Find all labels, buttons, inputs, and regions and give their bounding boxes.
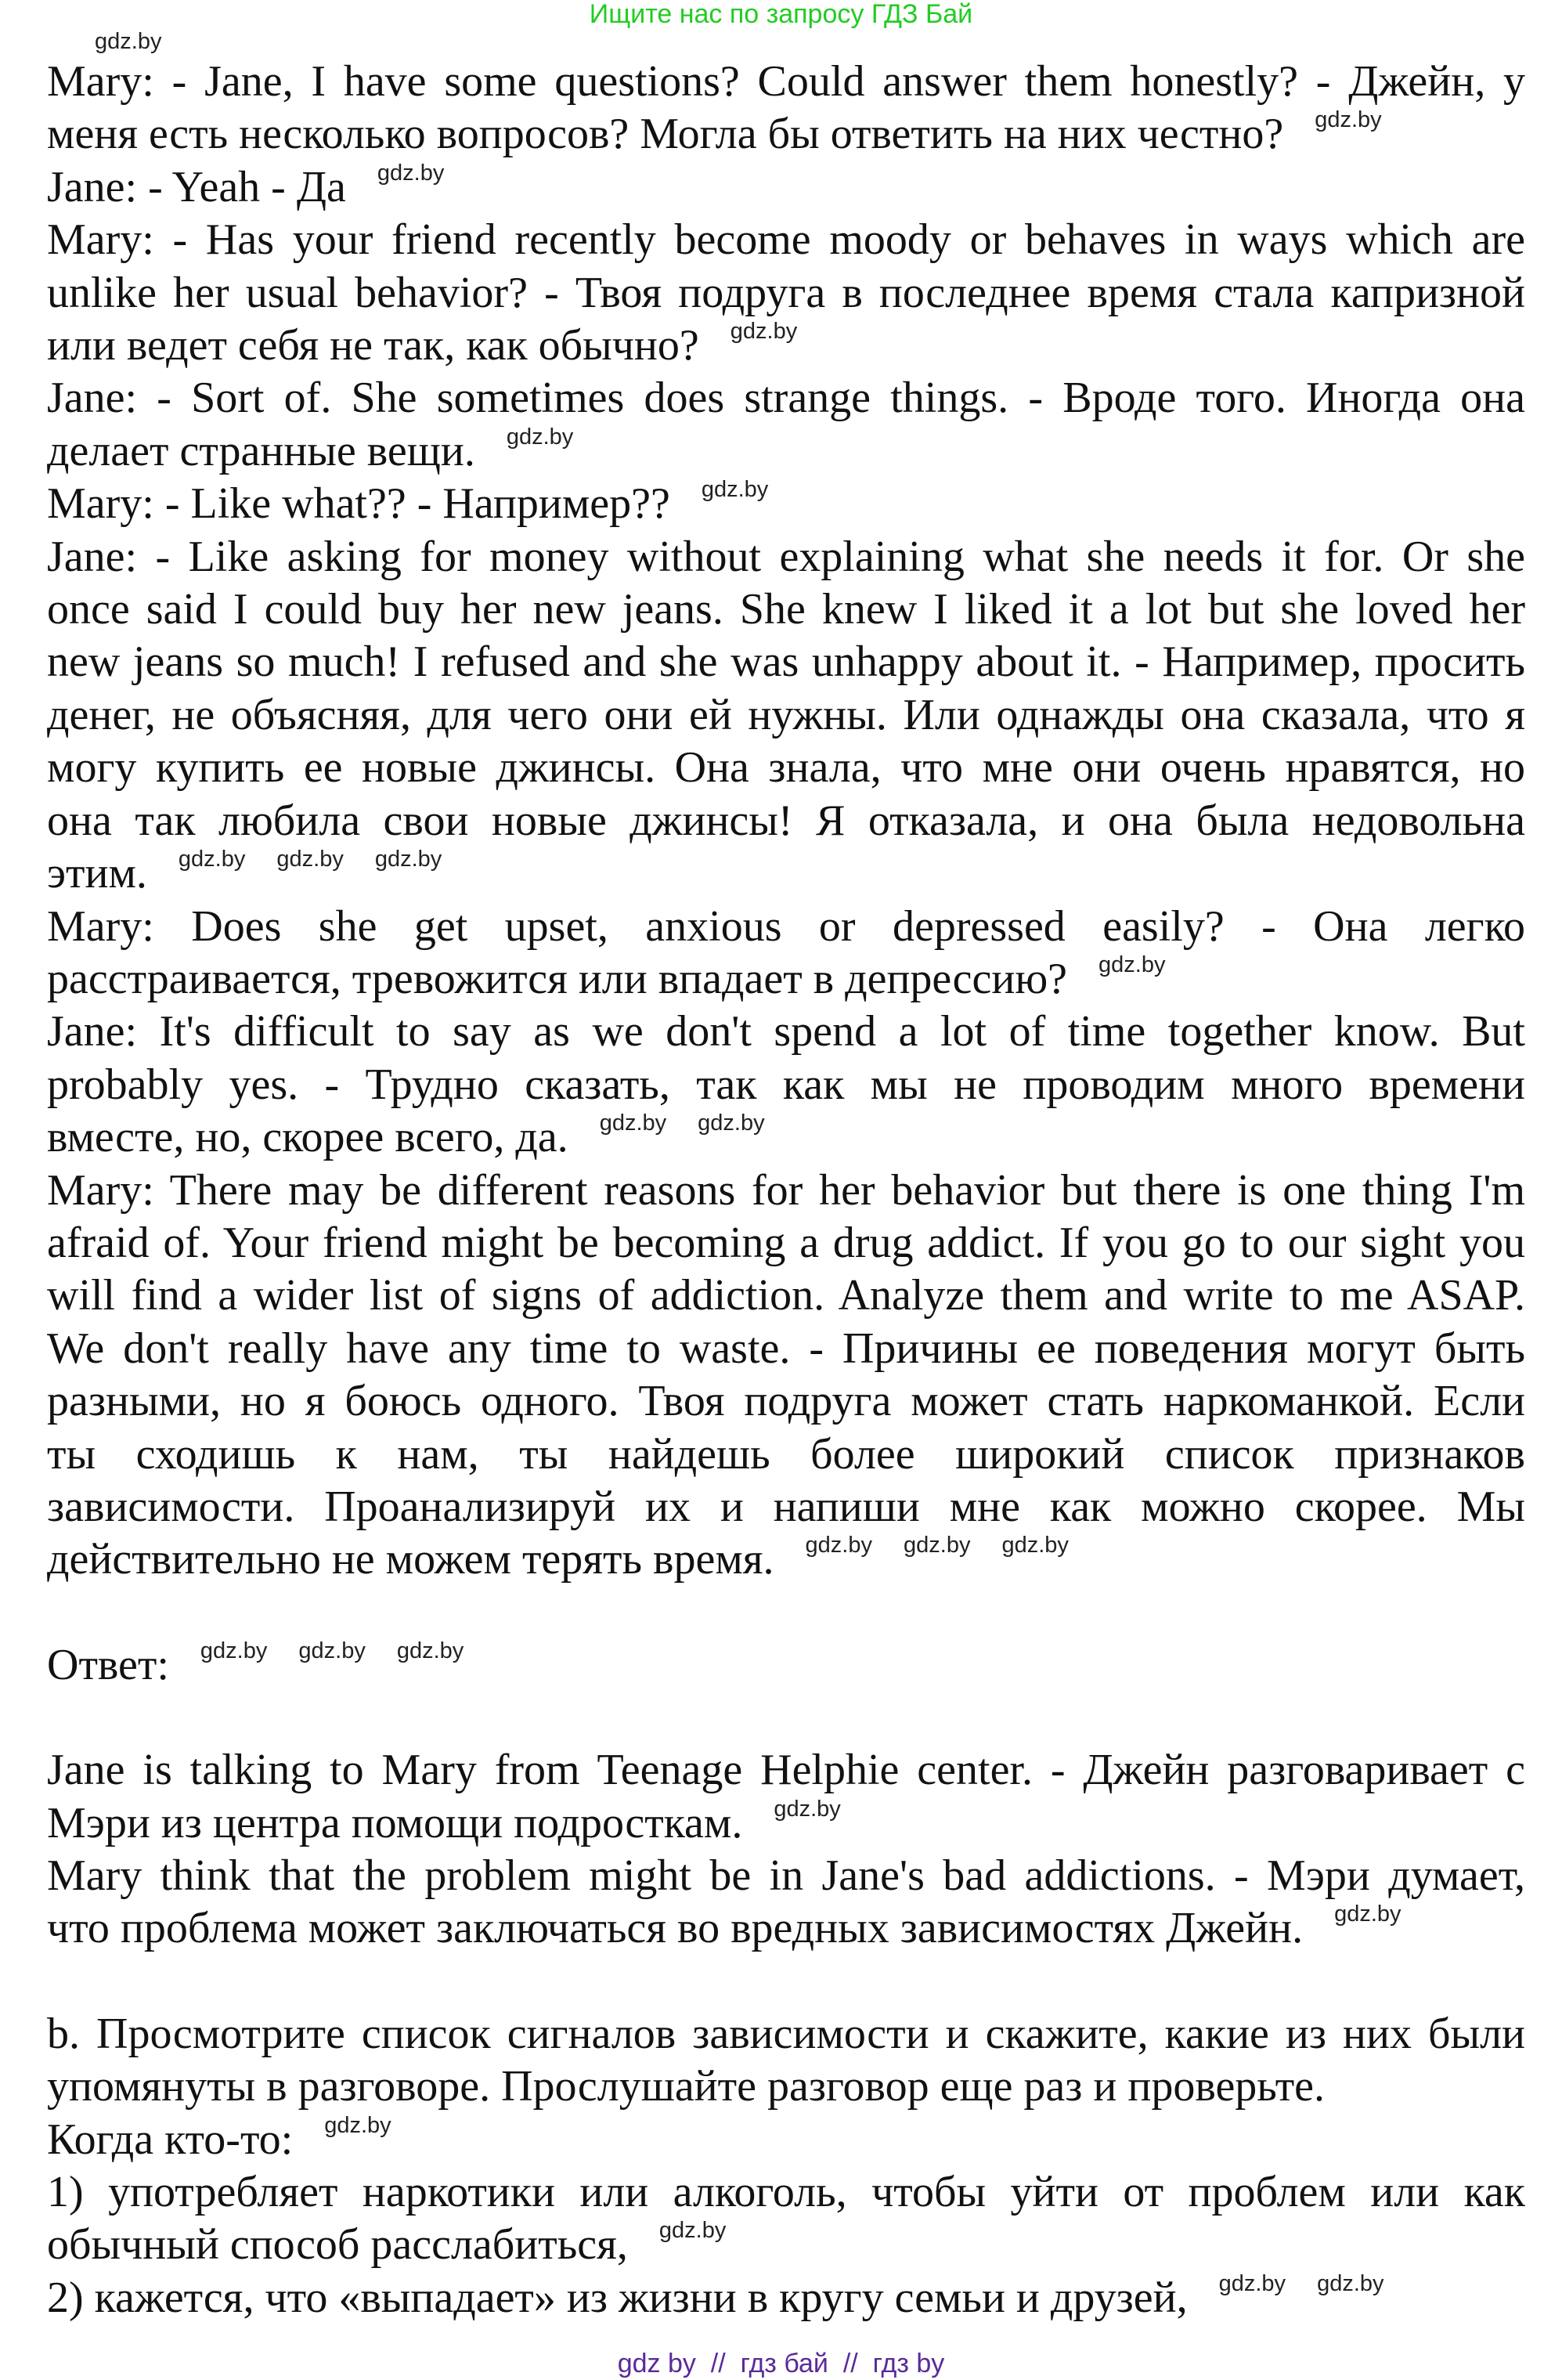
spacer	[47, 1956, 1525, 2008]
text-line	[47, 214, 1525, 266]
watermark: gdz.by	[658, 2218, 727, 2244]
text-line	[47, 901, 1525, 953]
watermark: gdz.by	[701, 477, 769, 503]
text-line	[47, 2114, 1525, 2166]
line-text: она так любила свои новые джинсы! Я отказала, и она была недовольна	[47, 796, 1525, 845]
text-line	[47, 372, 1525, 424]
spacer	[47, 1692, 1525, 1744]
line-text: Jane: - Yeah - Да	[47, 162, 346, 211]
watermark: gdz.by	[805, 1533, 872, 1558]
text-line	[47, 2272, 1525, 2324]
watermark: gdz.by	[200, 1638, 268, 1663]
watermark: gdz.by	[1315, 107, 1382, 133]
text-line	[47, 1217, 1525, 1269]
line-text: We don't really have any time to waste. - Причины ее поведения могут быть	[47, 1324, 1525, 1373]
line-text: 1) употребляет наркотики или алкоголь, чтобы уйти от проблем или как	[47, 2168, 1525, 2217]
line-text: Mary: Does she get upset, anxious or depressed easily? - Она легко	[47, 901, 1525, 951]
watermark: gdz.by	[374, 847, 442, 872]
line-text: Jane is talking to Mary from Teenage Helphie center. - Джейн разговаривает с	[47, 1746, 1525, 1795]
text-line	[47, 953, 1525, 1006]
line-text: ты сходишь к нам, ты найдешь более широкий список признаков	[47, 1429, 1525, 1479]
answer-text	[47, 1744, 1525, 1956]
text-line	[47, 1165, 1525, 1217]
line-text: могу купить ее новые джинсы. Она знала, что мне они очень нравятся, но	[47, 743, 1525, 793]
line-text: делает странные вещи.	[47, 426, 475, 475]
line-text: Mary think that the problem might be in Jane's bad addictions. - Мэри думает,	[47, 1851, 1525, 1900]
line-text: обычный способ расслабиться,	[47, 2220, 628, 2270]
text-line	[47, 320, 1525, 372]
text-line	[47, 2219, 1525, 2271]
watermark: gdz.by	[1334, 1901, 1401, 1927]
text-line	[47, 1323, 1525, 1375]
watermark: gdz.by	[506, 424, 574, 450]
text-line	[47, 531, 1525, 583]
document-body	[47, 56, 1525, 2324]
text-line	[47, 478, 1525, 530]
watermark: gdz.by	[1218, 2270, 1286, 2296]
answer-label: Ответ:	[47, 1640, 169, 1689]
text-line	[47, 1902, 1525, 1955]
text-line	[47, 108, 1525, 161]
watermark: gdz.by	[1001, 1533, 1069, 1558]
spacer	[47, 1587, 1525, 1639]
answer-label-line	[47, 1639, 1525, 1692]
line-text: unlike her usual behavior? - Твоя подруга в последнее время стала капризной	[47, 268, 1525, 317]
watermark: gdz.by	[95, 29, 162, 54]
text-line	[47, 1533, 1525, 1586]
text-line	[47, 795, 1525, 847]
line-text: или ведет себя не так, как обычно?	[47, 321, 699, 370]
line-text: меня есть несколько вопросов? Могла бы ответить на них честно?	[47, 110, 1284, 159]
text-line	[47, 636, 1525, 688]
watermark: gdz.by	[698, 1111, 765, 1136]
text-line	[47, 583, 1525, 636]
text-line	[47, 1269, 1525, 1322]
text-line	[47, 267, 1525, 320]
text-line	[47, 1428, 1525, 1481]
watermark: gdz.by	[324, 2112, 391, 2138]
text-line	[47, 1797, 1525, 1850]
line-text: new jeans so much! I refused and she was unhappy about it. - Например, просить	[47, 637, 1525, 687]
text-line	[47, 689, 1525, 742]
line-text: Когда кто-то:	[47, 2115, 294, 2164]
text-line	[47, 1006, 1525, 1058]
line-text: упомянуты в разговоре. Прослушайте разговор еще раз и проверьте.	[47, 2062, 1326, 2111]
text-line	[47, 1375, 1525, 1428]
line-text: b. Просмотрите список сигналов зависимости и скажите, какие из них были	[47, 2009, 1525, 2058]
line-text: этим.	[47, 849, 147, 898]
line-text: Mary: - Has your friend recently become moody or behaves in ways which are	[47, 215, 1525, 265]
text-line	[47, 2008, 1525, 2060]
text-line	[47, 1059, 1525, 1111]
line-text: will find a wider list of signs of addiction. Analyze them and write to me ASAP.	[47, 1271, 1525, 1320]
line-text: Mary: - Jane, I have some questions? Could answer them honestly? - Джейн, у	[47, 57, 1525, 106]
line-text: afraid of. Your friend might be becoming a drug addict. If you go to our sight you	[47, 1218, 1525, 1267]
text-line	[47, 1850, 1525, 1902]
text-line	[47, 742, 1525, 794]
watermark: gdz.by	[276, 847, 344, 872]
search-banner: Ищите нас по запросу ГДЗ Бай	[589, 0, 973, 29]
footer-links[interactable]: gdz by // гдз бай // гдз by	[617, 2349, 945, 2378]
line-text: Мэри из центра помощи подросткам.	[47, 1798, 743, 1847]
line-text: расстраивается, тревожится или впадает в депрессию?	[47, 954, 1068, 1003]
line-text: вместе, но, скорее всего, да.	[47, 1113, 568, 1162]
watermark: gdz.by	[396, 1638, 464, 1663]
text-line	[47, 1744, 1525, 1797]
line-text: разными, но я боюсь одного. Твоя подруга может стать наркоманкой. Если	[47, 1377, 1525, 1426]
watermark: gdz.by	[730, 319, 798, 345]
text-line	[47, 1111, 1525, 1164]
line-text: once said I could buy her new jeans. She knew I liked it a lot but she loved her	[47, 585, 1525, 634]
watermark: gdz.by	[1317, 2270, 1384, 2296]
text-line	[47, 2166, 1525, 2219]
line-text: что проблема может заключаться во вредных зависимостях Джейн.	[47, 1904, 1304, 1953]
watermark: gdz.by	[774, 1796, 841, 1822]
line-text: Jane: - Like asking for money without explaining what she needs it for. Or she	[47, 532, 1525, 581]
task-b-text	[47, 2008, 1525, 2324]
line-text: денег, не объясняя, для чего они ей нужны. Или однажды она сказала, что я	[47, 690, 1525, 739]
text-line	[47, 425, 1525, 478]
watermark: gdz.by	[1098, 952, 1166, 977]
watermark: gdz.by	[178, 847, 246, 872]
line-text: зависимости. Проанализируй их и напиши мне как можно скорее. Мы	[47, 1482, 1525, 1531]
line-text: Mary: - Like what?? - Например??	[47, 479, 670, 529]
text-line	[47, 847, 1525, 900]
watermark: gdz.by	[904, 1533, 971, 1558]
dialog-text	[47, 56, 1525, 1587]
watermark: gdz.by	[599, 1111, 667, 1136]
text-line	[47, 2060, 1525, 2113]
line-text: действительно не можем терять время.	[47, 1535, 774, 1584]
line-text: Jane: It's difficult to say as we don't spend a lot of time together know. But	[47, 1007, 1525, 1056]
text-line	[47, 1481, 1525, 1533]
text-line	[47, 56, 1525, 108]
line-text: Jane: - Sort of. She sometimes does strange things. - Вроде того. Иногда она	[47, 374, 1525, 423]
line-text: Mary: There may be different reasons for her behavior but there is one thing I'm	[47, 1165, 1525, 1215]
line-text: 2) кажется, что «выпадает» из жизни в кругу семьи и друзей,	[47, 2273, 1188, 2322]
watermark: gdz.by	[377, 160, 445, 186]
text-line	[47, 161, 1525, 214]
line-text: probably yes. - Трудно сказать, так как мы не проводим много времени	[47, 1060, 1525, 1109]
watermark: gdz.by	[298, 1638, 366, 1663]
